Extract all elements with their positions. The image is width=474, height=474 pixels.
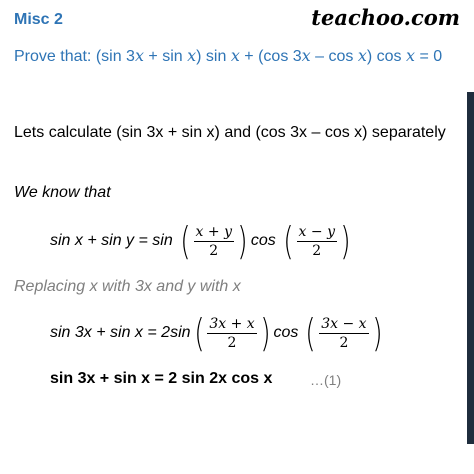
- numerator: x + y: [195, 223, 232, 240]
- right-paren: ): [237, 219, 248, 263]
- left-paren: (: [282, 219, 294, 263]
- question-var: x: [406, 46, 416, 65]
- question-part: = 0: [415, 48, 443, 65]
- formula-lhs: sin x + sin y = sin: [50, 232, 173, 249]
- question-part: + sin: [143, 48, 188, 65]
- left-paren: (: [193, 311, 205, 355]
- denominator: 2: [209, 242, 219, 259]
- question-var: x: [187, 46, 197, 65]
- equation-reference: …(1): [310, 372, 342, 388]
- replacing-text: Replacing x with 3x and y with x: [14, 278, 241, 295]
- right-paren: ): [340, 219, 351, 263]
- applied-mid: cos: [273, 324, 299, 341]
- numerator: 3x + x: [209, 315, 255, 332]
- denominator: 2: [312, 242, 322, 259]
- numerator: 3x − x: [321, 315, 367, 332]
- question-part: ) cos: [366, 48, 406, 65]
- left-paren: (: [179, 219, 191, 263]
- applied-lhs: sin 3x + sin x = 2sin: [50, 324, 191, 341]
- right-paren: ): [371, 311, 383, 355]
- question-part: – cos: [310, 48, 358, 65]
- question-var: x: [357, 46, 367, 65]
- denominator: 2: [339, 334, 349, 351]
- question-part: Prove that: (sin 3: [14, 48, 135, 65]
- denominator: 2: [227, 334, 237, 351]
- scrollbar[interactable]: [467, 92, 474, 444]
- question-var: x: [134, 46, 144, 65]
- section-title: Misc 2: [14, 11, 63, 28]
- sum-to-product-formula: [50, 219, 354, 263]
- formula-mid: cos: [250, 232, 276, 249]
- brand-logo: teachoo.com: [311, 5, 460, 30]
- right-paren: ): [259, 311, 271, 355]
- fraction: [319, 316, 368, 351]
- question-part: + (cos 3: [239, 48, 302, 65]
- we-know-text: We know that: [14, 184, 111, 201]
- fraction: [207, 316, 256, 351]
- result-equation: sin 3x + sin x = 2 sin 2x cos x: [50, 370, 273, 387]
- left-paren: (: [305, 311, 317, 355]
- question-var: x: [230, 46, 240, 65]
- intro-text: Lets calculate (sin 3x + sin x) and (cos 3x – cos x) separately: [14, 124, 446, 141]
- question-text: [14, 46, 442, 66]
- numerator: x − y: [298, 223, 335, 240]
- applied-formula: [50, 311, 385, 355]
- question-part: ) sin: [196, 48, 231, 65]
- fraction: [194, 224, 234, 259]
- fraction: [297, 224, 337, 259]
- question-var: x: [301, 46, 311, 65]
